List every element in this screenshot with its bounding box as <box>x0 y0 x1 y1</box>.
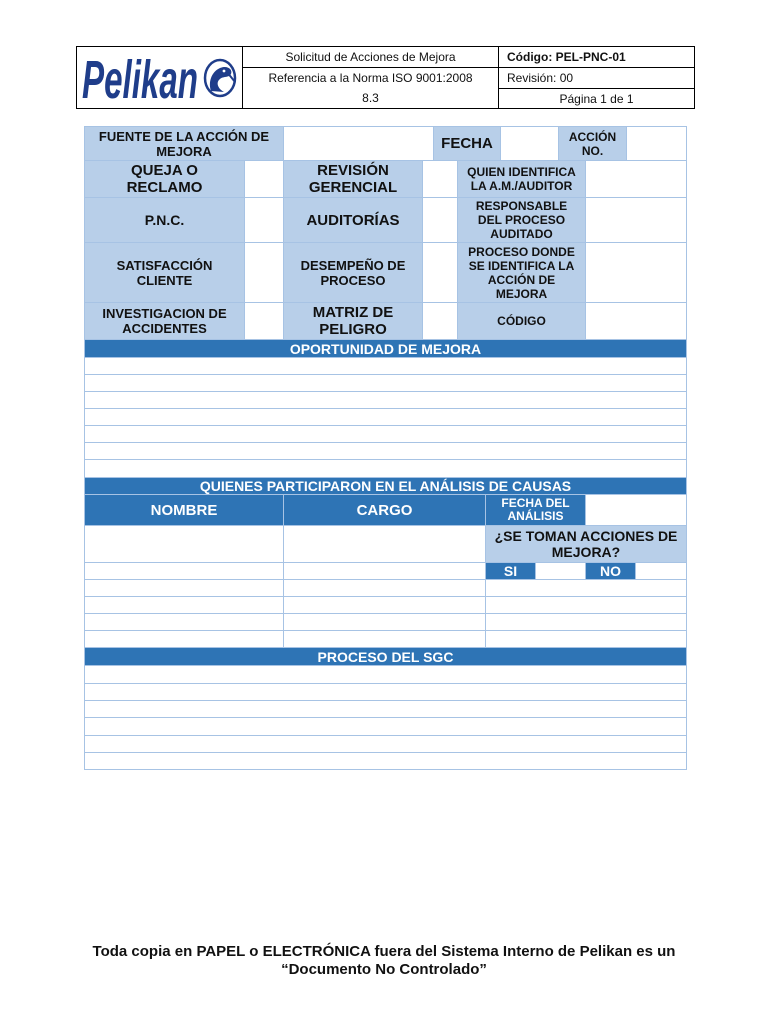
participant-name-field <box>84 562 284 580</box>
no-option <box>585 562 636 580</box>
pelican-eye <box>223 70 226 73</box>
column-header-name <box>84 494 284 526</box>
column-header-analysis-date <box>485 494 586 526</box>
participant-role-field <box>283 579 486 597</box>
participant-name-field <box>84 613 284 631</box>
participant-role-field <box>283 630 486 648</box>
process-line <box>84 700 687 718</box>
document-title-text: Solicitud de Acciones de Mejora <box>285 50 456 64</box>
date-value-field <box>500 126 559 161</box>
causes-section-header <box>84 477 687 495</box>
source-option-mark <box>422 197 458 243</box>
detail-label-cell <box>457 197 586 243</box>
detail-label-cell <box>457 242 586 303</box>
source-option-label: MATRIZ DE PELIGRO <box>312 304 394 338</box>
improvement-line <box>84 374 687 392</box>
participant-name-field <box>84 630 284 648</box>
source-option-cell <box>283 242 423 303</box>
participant-role-field <box>283 525 486 563</box>
detail-label-cell <box>457 160 586 198</box>
source-option-label: DESEMPEÑO DE PROCESO <box>300 257 406 288</box>
actions-question: ¿SE TOMAN ACCIONES DE MEJORA? <box>494 528 678 560</box>
source-option-mark <box>422 160 458 198</box>
source-option-label: P.N.C. <box>144 212 185 228</box>
participant-name-field <box>84 579 284 597</box>
footer-notice-line1: Toda copia en PAPEL o ELECTRÓNICA fuera del Sistema Interno de Pelikan es un <box>92 943 676 960</box>
norm-reference <box>242 67 499 109</box>
detail-label: PROCESO DONDE SE IDENTIFICA LA ACCIÓN DE MEJORA <box>468 244 575 301</box>
improvement-line <box>84 425 687 443</box>
date-label: FECHA <box>441 135 493 152</box>
analysis-date-field <box>485 579 687 597</box>
column-header-role <box>283 494 486 526</box>
analysis-date-field <box>485 613 687 631</box>
process-section-header <box>84 647 687 666</box>
source-option-mark <box>244 197 284 243</box>
improvement-line <box>84 459 687 478</box>
source-option-cell <box>84 242 245 303</box>
process-line <box>84 717 687 736</box>
page-number-text: Página 1 de 1 <box>559 91 634 106</box>
action-no-label: ACCIÓN NO. <box>568 129 617 158</box>
analysis-date-field <box>485 630 687 648</box>
no-checkbox <box>635 562 687 580</box>
source-value-field <box>283 126 434 161</box>
process-section-title: PROCESO DEL SGC <box>317 648 454 665</box>
participant-name-field <box>84 525 284 563</box>
improvement-section-header <box>84 339 687 358</box>
code-label: Código: <box>507 50 553 64</box>
no-label: NO <box>600 563 621 579</box>
source-option-cell <box>84 197 245 243</box>
yes-checkbox <box>535 562 586 580</box>
date-label-cell <box>433 126 501 161</box>
source-option-label: AUDITORÍAS <box>306 211 400 229</box>
column-header-analysis-date-label: FECHA DEL ANÁLISIS <box>501 496 570 523</box>
participant-role-field <box>283 562 486 580</box>
process-line <box>84 735 687 753</box>
detail-label: RESPONSABLE DEL PROCESO AUDITADO <box>475 199 568 241</box>
source-option-mark <box>422 302 458 340</box>
column-header-name-label: NOMBRE <box>150 501 218 519</box>
detail-label: CÓDIGO <box>497 314 546 328</box>
logo-wordmark: Pelikan <box>82 50 198 110</box>
improvement-line <box>84 357 687 375</box>
improvement-section-title: OPORTUNIDAD DE MEJORA <box>289 340 482 357</box>
norm-clause-text: 8.3 <box>362 91 379 105</box>
column-header-role-label: CARGO <box>356 501 413 519</box>
document-code-wrap <box>507 50 626 64</box>
detail-value-field <box>585 160 687 198</box>
actions-question-cell <box>485 525 687 563</box>
pelikan-logo <box>77 47 241 110</box>
participant-name-field <box>84 596 284 614</box>
improvement-line <box>84 391 687 409</box>
source-label-cell <box>84 126 284 161</box>
source-option-label: INVESTIGACION DE ACCIDENTES <box>102 306 227 336</box>
pelican-emblem-icon <box>205 60 235 96</box>
participant-role-field <box>283 613 486 631</box>
process-line <box>84 752 687 770</box>
source-option-label: SATISFACCIÓN CLIENTE <box>116 257 213 288</box>
action-no-label-cell <box>558 126 627 161</box>
yes-label: SI <box>503 563 518 579</box>
source-option-mark <box>244 160 284 198</box>
document-title <box>242 46 499 68</box>
source-option-mark <box>244 302 284 340</box>
footer-notice-line2: “Documento No Controlado” <box>281 961 487 978</box>
page-number <box>498 88 695 109</box>
source-option-mark <box>422 242 458 303</box>
process-line <box>84 665 687 684</box>
detail-value-field <box>585 302 687 340</box>
source-option-cell <box>84 160 245 198</box>
detail-value-field <box>585 242 687 303</box>
analysis-date-value-field <box>585 494 687 526</box>
action-no-value-field <box>626 126 687 161</box>
source-option-cell <box>283 302 423 340</box>
detail-label: QUIEN IDENTIFICA LA A.M./AUDITOR <box>467 165 576 193</box>
detail-value-field <box>585 197 687 243</box>
analysis-date-field <box>485 596 687 614</box>
source-label: FUENTE DE LA ACCIÓN DE MEJORA <box>98 128 270 159</box>
source-option-label: REVISIÓN GERENCIAL <box>308 162 398 196</box>
improvement-line <box>84 408 687 426</box>
norm-reference-text: Referencia a la Norma ISO 9001:2008 <box>268 71 473 85</box>
document-code <box>498 46 695 68</box>
improvement-line <box>84 442 687 460</box>
source-option-mark <box>244 242 284 303</box>
causes-section-title: QUIENES PARTICIPARON EN EL ANÁLISIS DE CAUSAS <box>199 478 572 494</box>
process-line <box>84 683 687 701</box>
code-value: PEL-PNC-01 <box>555 50 626 64</box>
document-revision <box>498 67 695 89</box>
source-option-cell <box>283 160 423 198</box>
document-revision-wrap <box>507 71 573 85</box>
yes-option <box>485 562 536 580</box>
participant-role-field <box>283 596 486 614</box>
source-option-label: QUEJA O RECLAMO <box>126 162 203 196</box>
detail-label-cell <box>457 302 586 340</box>
source-option-cell <box>283 197 423 243</box>
revision-label: Revisión: <box>507 71 557 85</box>
source-option-cell <box>84 302 245 340</box>
revision-value: 00 <box>559 71 574 85</box>
